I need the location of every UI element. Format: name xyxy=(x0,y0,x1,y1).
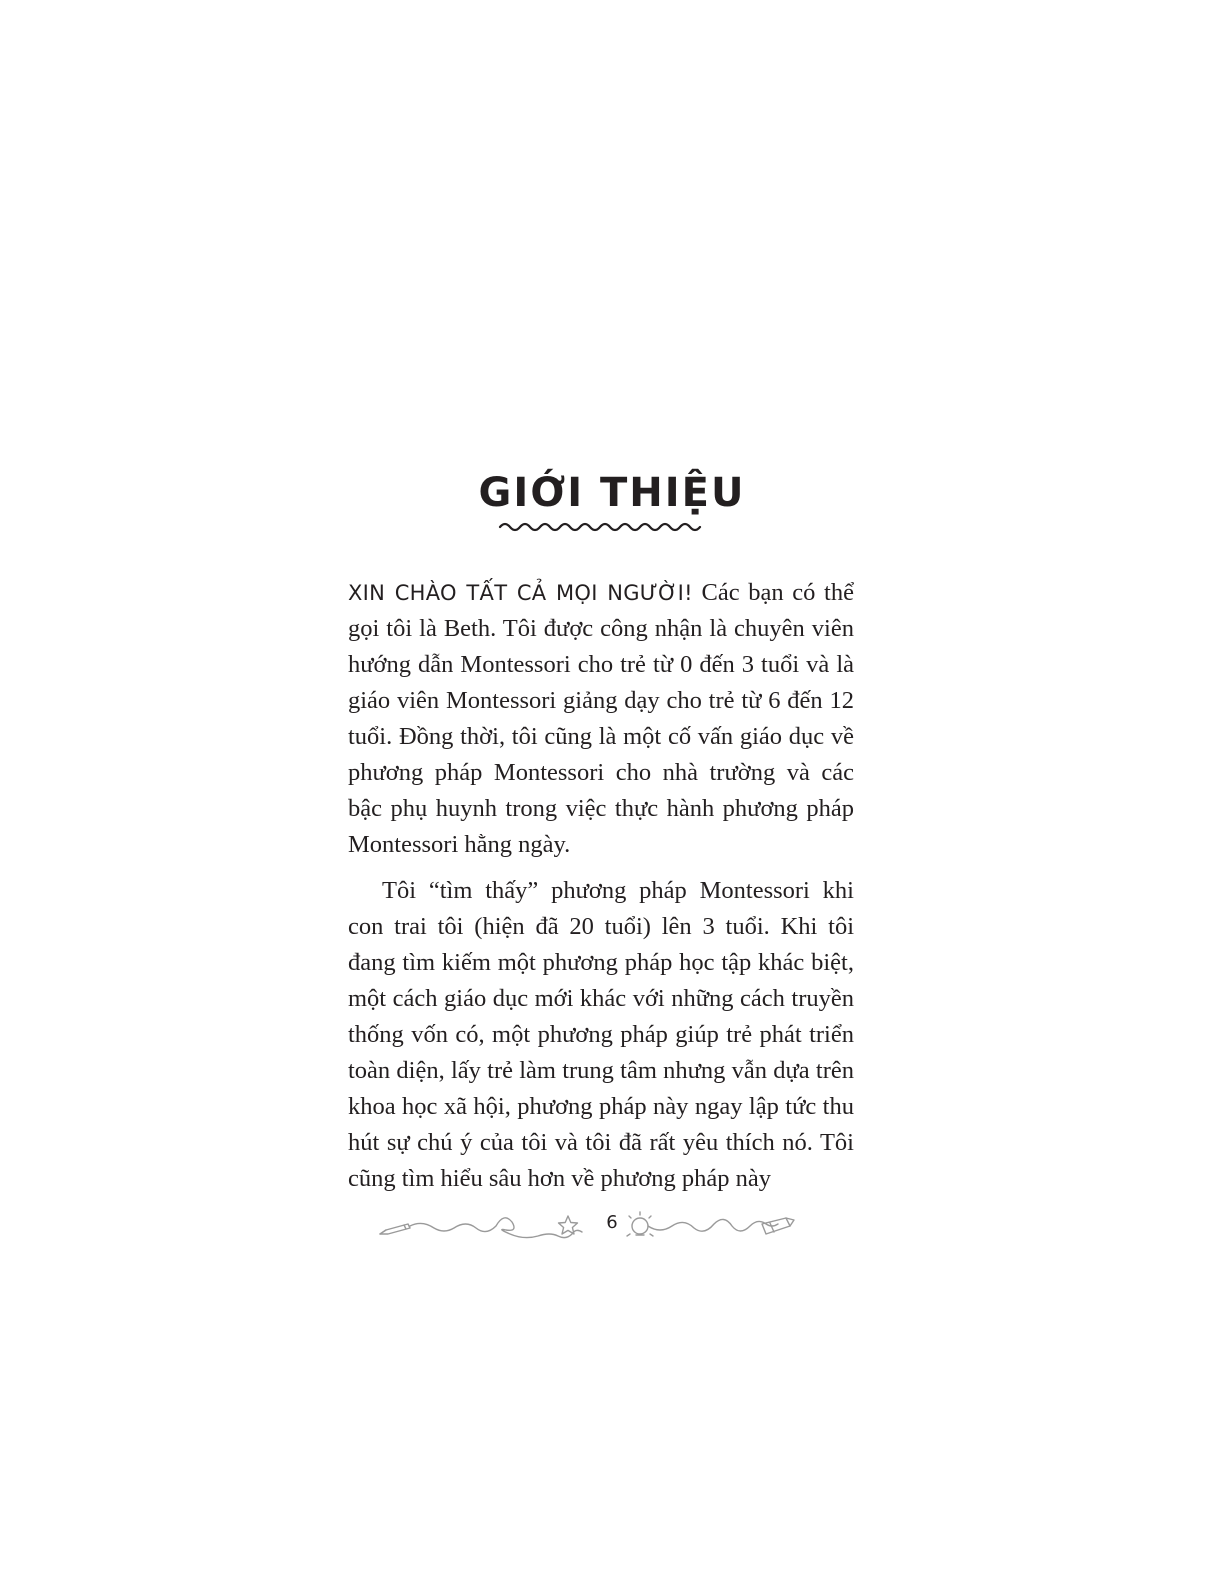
page-number: 6 xyxy=(606,1212,618,1233)
paragraph-lead-caps: XIN CHÀO TẤT CẢ MỌI NGƯỜI! xyxy=(348,581,693,605)
paragraph-2: Tôi “tìm thấy” phương pháp Montessori khi con trai tôi (hiện đã 20 tuổi) lên 3 tuổi. Khi tôi đang tìm kiếm một phương pháp học tập khác biệt, một cách giáo dục mới khác với những cách truyền thống vốn có, một phương pháp giúp trẻ phát triển toàn diện, lấy trẻ làm trung tâm nhưng vẫn dựa trên khoa học xã hội, phương pháp này ngay lập tức thu hút sự chú ý của tôi và tôi đã rất yêu thích nó. Tôi cũng tìm hiểu sâu hơn về phương pháp này xyxy=(348,877,854,1192)
body-text xyxy=(348,575,854,1207)
paragraph-1 xyxy=(348,575,854,863)
wavy-underline xyxy=(498,520,702,534)
chapter-title: GIỚI THIỆU xyxy=(478,470,746,516)
paragraph-1-text: Các bạn có thể gọi tôi là Beth. Tôi được công nhận là chuyên viên hướng dẫn Montessori cho trẻ từ 0 đến 3 tuổi và là giáo viên Montessori giảng dạy cho trẻ từ 6 đến 12 tuổi. Đồng thời, tôi cũng là một cố vấn giáo dục về phương pháp Montessori cho nhà trường và các bậc phụ huynh trong việc thực hành phương pháp Montessori hằng ngày. xyxy=(348,579,854,858)
